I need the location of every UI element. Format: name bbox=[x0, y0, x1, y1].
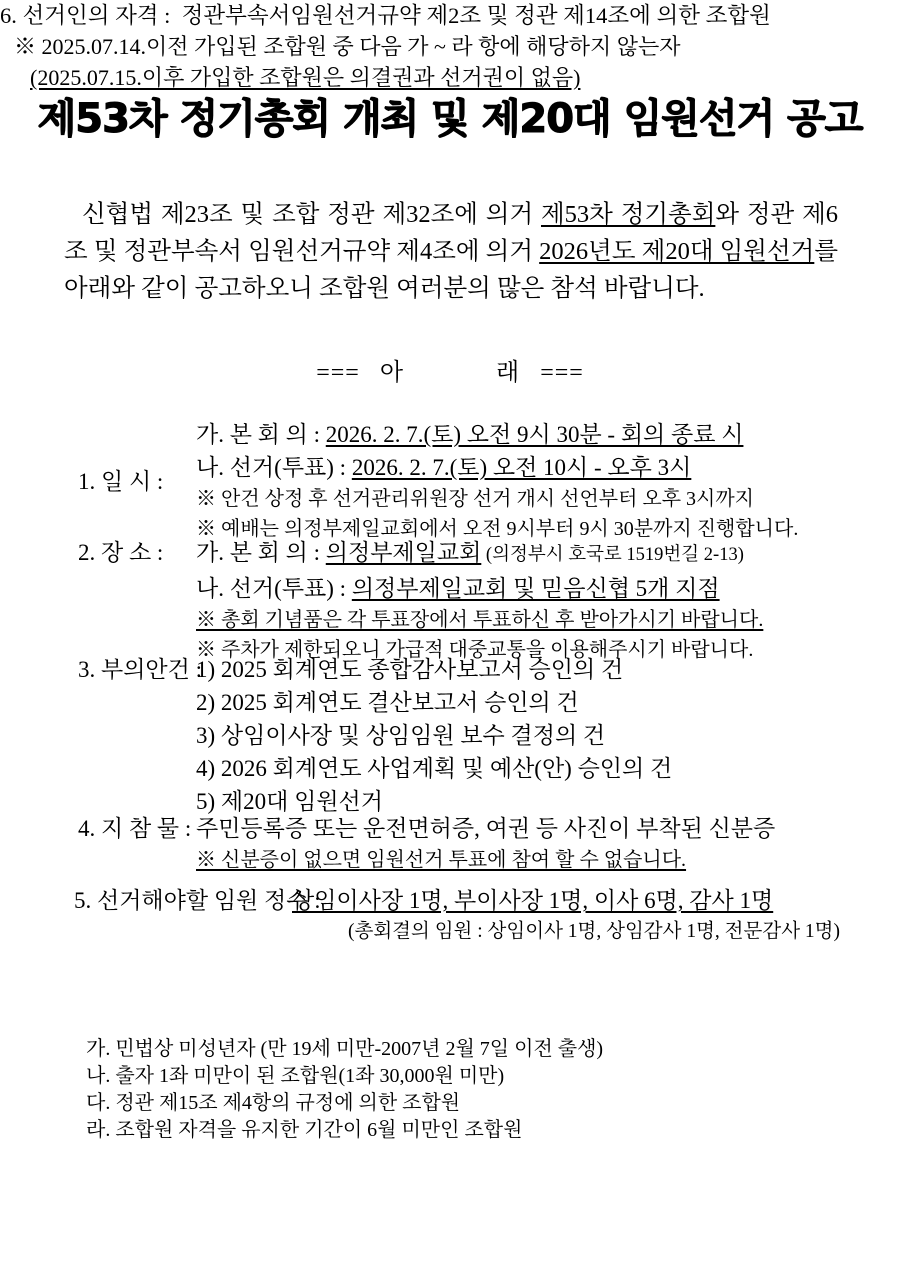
agenda-item: 1) 2025 회계연도 종합감사보고서 승인의 건 bbox=[196, 657, 624, 682]
item-1-line-2-value: 2026. 2. 7.(토) 오전 10시 - 오후 3시 bbox=[351, 455, 692, 480]
page-title: 제53차 정기총회 개최 및 제20대 임원선거 공고 bbox=[37, 96, 863, 142]
item-2-note-1 bbox=[196, 605, 878, 635]
divider-right-marks: === bbox=[540, 360, 584, 386]
item-5-value: 상임이사장 1명, 부이사장 1명, 이사 6명, 감사 1명 bbox=[292, 888, 774, 913]
item-2-line-1-prefix: 가. 본 회 의 : bbox=[196, 540, 326, 565]
item-2-line-2 bbox=[196, 572, 878, 605]
exclusion-list bbox=[86, 1036, 876, 1144]
item-5-body bbox=[292, 884, 884, 947]
item-1-note-2: ※ 예배는 의정부제일교회에서 오전 9시부터 9시 30분까지 진행합니다. bbox=[196, 518, 799, 540]
intro-part-1: 신협법 제23조 및 조합 정관 제32조에 의거 bbox=[82, 201, 541, 228]
item-required-documents bbox=[78, 812, 878, 875]
item-6-label: 6. 선거인의 자격 : bbox=[0, 3, 171, 28]
item-2-line-2-prefix: 나. 선거(투표) : bbox=[196, 576, 352, 601]
intro-underline-1: 제53차 정기총회 bbox=[541, 201, 716, 228]
item-2-line-2-value: 의정부제일교회 및 믿음신협 5개 지점 bbox=[351, 576, 720, 601]
item-5-label: 5. 선거해야할 임원 정수 : bbox=[74, 888, 321, 913]
exclusion-item: 라. 조합원 자격을 유지한 기간이 6월 미만인 조합원 bbox=[86, 1119, 523, 1141]
intro-part-2: 와 정관 제6조 및 정관부속서 임원선거규약 제4조에 의거 bbox=[64, 201, 838, 265]
item-2-address: (의정부시 호국로 1519번길 2-13) bbox=[481, 545, 744, 565]
item-6-note-2 bbox=[0, 62, 810, 94]
item-3-label: 3. 부의안건 : bbox=[78, 657, 203, 682]
agenda-item: 5) 제20대 임원선거 bbox=[196, 789, 383, 814]
exclusion-item: 나. 출자 1좌 미만이 된 조합원(1좌 30,000원 미만) bbox=[86, 1065, 505, 1087]
divider-word-2: 래 bbox=[496, 360, 521, 386]
item-officer-count bbox=[74, 884, 884, 947]
item-1-line-2 bbox=[196, 451, 878, 484]
item-3-body bbox=[196, 653, 878, 818]
item-2-line-1-value: 의정부제일교회 bbox=[325, 540, 482, 565]
item-1-body bbox=[196, 418, 878, 544]
divider-left-marks: === bbox=[316, 360, 360, 386]
item-6-note-1: ※ 2025.07.14.이전 가입된 조합원 중 다음 가 ~ 라 항에 해당하지 않는자 bbox=[14, 34, 681, 59]
agenda-item: 2) 2025 회계연도 결산보고서 승인의 건 bbox=[196, 690, 579, 715]
item-1-line-1-prefix: 가. 본 회 의 : bbox=[196, 422, 326, 447]
item-4-note-1-text: ※ 신분증이 없으면 임원선거 투표에 참여 할 수 없습니다. bbox=[196, 849, 687, 871]
agenda-item: 3) 상임이사장 및 상임임원 보수 결정의 건 bbox=[196, 723, 606, 748]
item-1-line-2-prefix: 나. 선거(투표) : bbox=[196, 455, 352, 480]
item-voter-qualification bbox=[0, 0, 810, 94]
intro-paragraph bbox=[64, 196, 838, 307]
item-4-note-1 bbox=[196, 845, 878, 875]
item-2-note-2: ※ 주차가 제한되오니 가급적 대중교통을 이용해주시기 바랍니다. bbox=[196, 639, 754, 661]
item-2-label: 2. 장 소 : bbox=[78, 540, 164, 565]
agenda-item: 4) 2026 회계연도 사업계획 및 예산(안) 승인의 건 bbox=[196, 756, 673, 781]
section-divider bbox=[0, 352, 900, 387]
intro-underline-2: 2026년도 제20대 임원선거 bbox=[539, 238, 815, 265]
item-6-note-2-text: (2025.07.15.이후 가입한 조합원은 의결권과 선거권이 없음) bbox=[30, 65, 581, 90]
intro-part-3: 를 아래와 같이 공고하오니 조합원 여러분의 많은 참석 바랍니다. bbox=[64, 238, 838, 302]
item-2-body bbox=[196, 536, 878, 665]
item-1-line-1-value: 2026. 2. 7.(토) 오전 9시 30분 - 회의 종료 시 bbox=[325, 422, 744, 447]
item-4-label: 4. 지 참 물 : bbox=[78, 816, 192, 841]
item-1-note-1: ※ 안건 상정 후 선거관리위원장 선거 개시 선언부터 오후 3시까지 bbox=[196, 488, 754, 510]
item-2-note-1-text: ※ 총회 기념품은 각 투표장에서 투표하신 후 받아가시기 바랍니다. bbox=[196, 609, 764, 631]
item-6-header bbox=[0, 0, 810, 31]
item-date-time bbox=[78, 418, 878, 544]
item-1-label: 1. 일 시 : bbox=[78, 468, 164, 494]
item-location bbox=[78, 536, 878, 665]
item-4-value: 주민등록증 또는 운전면허증, 여권 등 사진이 부착된 신분증 bbox=[196, 816, 776, 841]
exclusion-item: 다. 정관 제15조 제4항의 규정에 의한 조합원 bbox=[86, 1092, 461, 1114]
item-6-value: 정관부속서임원선거규약 제2조 및 정관 제14조에 의한 조합원 bbox=[181, 3, 771, 28]
divider-word-1: 아 bbox=[379, 360, 404, 386]
exclusion-item: 가. 민법상 미성년자 (만 19세 미만-2007년 2월 7일 이전 출생) bbox=[86, 1038, 604, 1060]
item-1-line-1 bbox=[196, 418, 878, 451]
item-agenda bbox=[78, 653, 878, 818]
item-4-body bbox=[196, 812, 878, 875]
item-5-paren-note: (총회결의 임원 : 상임이사 1명, 상임감사 1명, 전문감사 1명) bbox=[348, 921, 840, 942]
item-2-line-1 bbox=[196, 536, 878, 572]
item-5-value-line bbox=[292, 884, 884, 917]
